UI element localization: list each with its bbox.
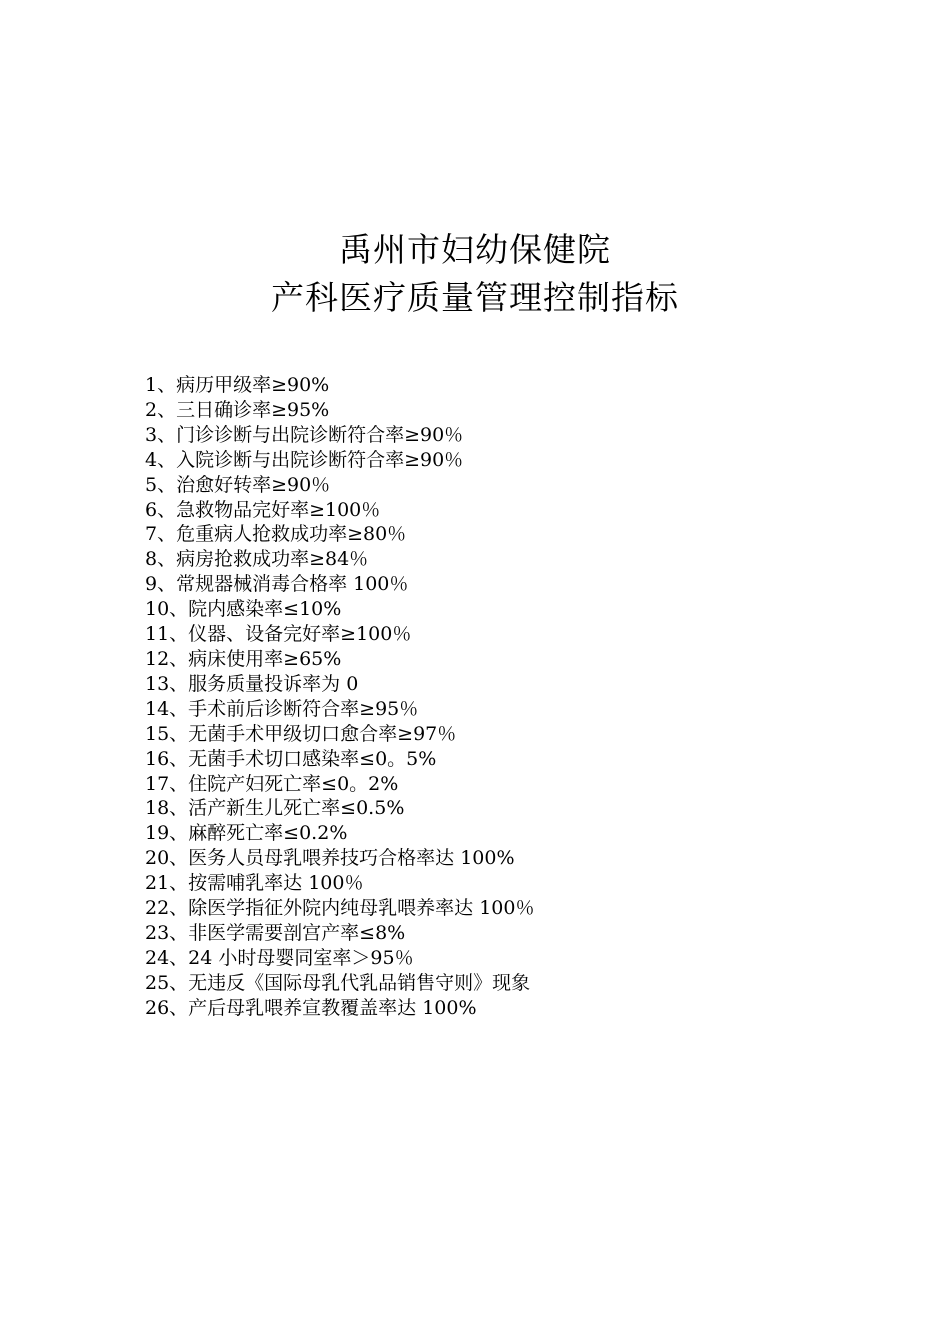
- list-item: 25、无违反《国际母乳代乳品销售守则》现象: [145, 971, 531, 994]
- list-item: 4、入院诊断与出院诊断符合率≥90％: [145, 448, 464, 471]
- list-item: 14、手术前后诊断符合率≥95％: [145, 697, 419, 720]
- list-item: 20、医务人员母乳喂养技巧合格率达 100%: [145, 847, 515, 870]
- list-item: 21、按需哺乳率达 100％: [145, 872, 364, 895]
- list-item: 2、三日确诊率≥95%: [145, 398, 330, 421]
- list-item: 15、无菌手术甲级切口愈合率≥97％: [145, 722, 457, 745]
- list-item: 19、麻醉死亡率≤0.2%: [145, 822, 348, 845]
- indicator-list: [145, 373, 534, 1021]
- list-item: 10、院内感染率≤10%: [145, 598, 342, 621]
- list-item: 17、住院产妇死亡率≤0。2%: [145, 772, 399, 795]
- document-title: [0, 226, 950, 322]
- list-item: 8、病房抢救成功率≥84％: [145, 548, 369, 571]
- title-subject: 产科医疗质量管理控制指标: [271, 278, 679, 317]
- list-item: 7、危重病人抢救成功率≥80％: [145, 523, 407, 546]
- list-item: 22、除医学指征外院内纯母乳喂养率达 100％: [145, 897, 535, 920]
- list-item: 3、门诊诊断与出院诊断符合率≥90％: [145, 423, 464, 446]
- list-item: 18、活产新生儿死亡率≤0.5%: [145, 797, 405, 820]
- list-item: 11、仪器、设备完好率≥100％: [145, 623, 412, 646]
- list-item: 6、急救物品完好率≥100％: [145, 498, 381, 521]
- list-item: 16、无菌手术切口感染率≤0。5%: [145, 747, 437, 770]
- list-item: 9、常规器械消毒合格率 100％: [145, 573, 409, 596]
- list-item: 23、非医学需要剖宫产率≤8%: [145, 921, 406, 944]
- title-hospital-name: 禹州市妇幼保健院: [339, 230, 611, 269]
- list-item: 1、病历甲级率≥90%: [145, 374, 330, 396]
- list-item: 13、服务质量投诉率为 0: [145, 672, 359, 695]
- list-item: 24、24 小时母婴同室率＞95％: [145, 946, 414, 969]
- list-item: 5、治愈好转率≥90％: [145, 473, 331, 496]
- list-item: 12、病床使用率≥65%: [145, 647, 342, 670]
- list-item: 26、产后母乳喂养宣教覆盖率达 100%: [145, 996, 477, 1019]
